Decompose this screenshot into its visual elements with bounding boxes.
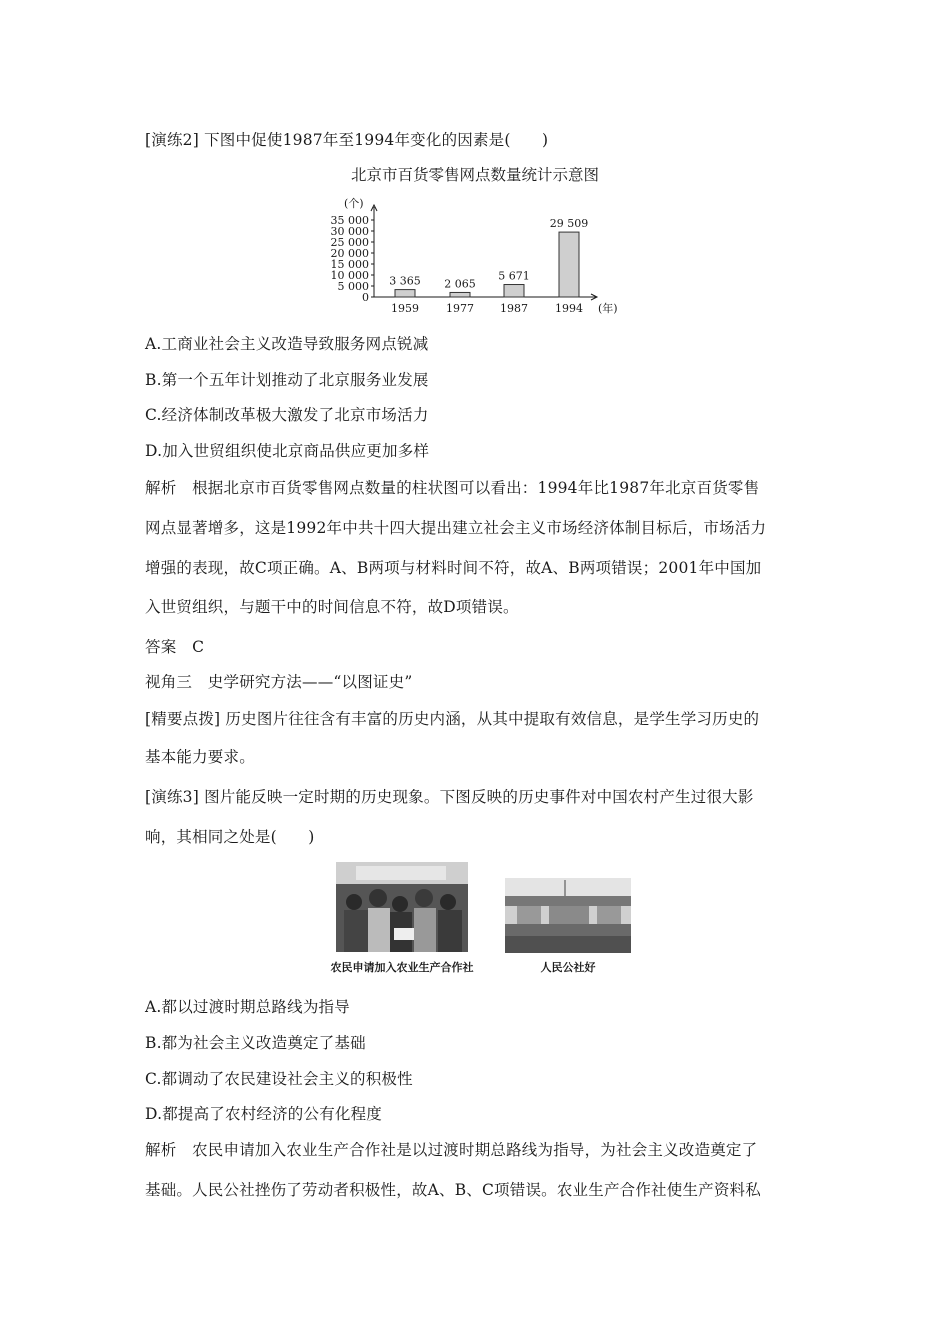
angle3-tip-line: [精要点拨] 历史图片往往含有丰富的历史内涵，从其中提取有效信息，是学生学习历史的 — [145, 710, 760, 728]
y-tick-label: 20 000 — [330, 247, 369, 260]
drill2-option-b: B.第一个五年计划推动了北京服务业发展 — [145, 371, 429, 389]
drill3-analysis-line: 基础。人民公社挫伤了劳动者积极性，故A、B、C项错误。农业生产合作社使生产资料私 — [145, 1181, 761, 1199]
y-tick-label: 30 000 — [330, 225, 369, 238]
drill3-option-a: A.都以过渡时期总路线为指导 — [145, 998, 350, 1016]
y-tick-label: 25 000 — [330, 236, 369, 249]
drill2-option-a: A.工商业社会主义改造导致服务网点锐减 — [145, 335, 429, 353]
photo-cooperative — [336, 862, 468, 952]
y-axis-label: (个) — [344, 197, 364, 210]
x-tick-label: 1994 — [555, 302, 583, 315]
x-tick-label: 1959 — [391, 302, 419, 315]
drill3-option-c: C.都调动了农民建设社会主义的积极性 — [145, 1070, 413, 1088]
bar — [504, 285, 524, 297]
bar-value-label: 29 509 — [549, 217, 589, 231]
y-tick-label: 35 000 — [330, 214, 369, 227]
drill3-option-b: B.都为社会主义改造奠定了基础 — [145, 1034, 366, 1052]
drill2-question: [演练2] 下图中促使1987年至1994年变化的因素是( ) — [145, 131, 549, 149]
drill3-question-line: [演练3] 图片能反映一定时期的历史现象。下图反映的历史事件对中国农村产生过很大影 — [145, 788, 754, 806]
y-tick-label: 0 — [362, 291, 369, 304]
caption-cooperative: 农民申请加入农业生产合作社 — [330, 961, 474, 974]
bar — [395, 290, 415, 297]
drill2-option-c: C.经济体制改革极大激发了北京市场活力 — [145, 406, 429, 424]
angle3-tip-line: 基本能力要求。 — [145, 748, 255, 766]
y-tick-label: 15 000 — [330, 258, 369, 271]
drill2-answer: 答案 C — [145, 638, 205, 656]
drill3-question-line: 响，其相同之处是( ) — [145, 828, 315, 846]
bar-chart — [322, 193, 622, 319]
bar-value-label: 5 671 — [498, 269, 530, 283]
bar-value-label: 3 365 — [389, 274, 421, 288]
drill2-analysis-line: 增强的表现，故C项正确。A、B两项与材料时间不符，故A、B两项错误；2001年中国加 — [145, 559, 762, 577]
drill3-analysis-line: 解析 农民申请加入农业生产合作社是以过渡时期总路线为指导，为社会主义改造奠定了 — [145, 1141, 758, 1159]
bar — [559, 232, 579, 297]
bar-value-label: 2 065 — [444, 277, 476, 291]
x-axis-label: (年) — [598, 302, 618, 315]
x-tick-label: 1987 — [500, 302, 528, 315]
drill2-analysis-line: 网点显著增多，这是1992年中共十四大提出建立社会主义市场经济体制目标后，市场活力 — [145, 519, 767, 537]
y-tick-label: 10 000 — [330, 269, 369, 282]
y-tick-label: 5 000 — [337, 280, 369, 293]
drill2-analysis-line: 解析 根据北京市百货零售网点数量的柱状图可以看出：1994年比1987年北京百货零售 — [145, 479, 760, 497]
drill3-option-d: D.都提高了农村经济的公有化程度 — [145, 1105, 383, 1123]
chart-title: 北京市百货零售网点数量统计示意图 — [350, 166, 599, 184]
drill2-analysis-line: 入世贸组织，与题干中的时间信息不符，故D项错误。 — [145, 598, 519, 616]
photo-peoples-commune — [505, 878, 631, 953]
angle3-heading: 视角三 史学研究方法——“以图证史” — [145, 673, 413, 691]
x-tick-label: 1977 — [446, 302, 474, 315]
bar — [450, 292, 470, 297]
drill2-option-d: D.加入世贸组织使北京商品供应更加多样 — [145, 442, 430, 460]
caption-peoples-commune: 人民公社好 — [540, 961, 596, 974]
